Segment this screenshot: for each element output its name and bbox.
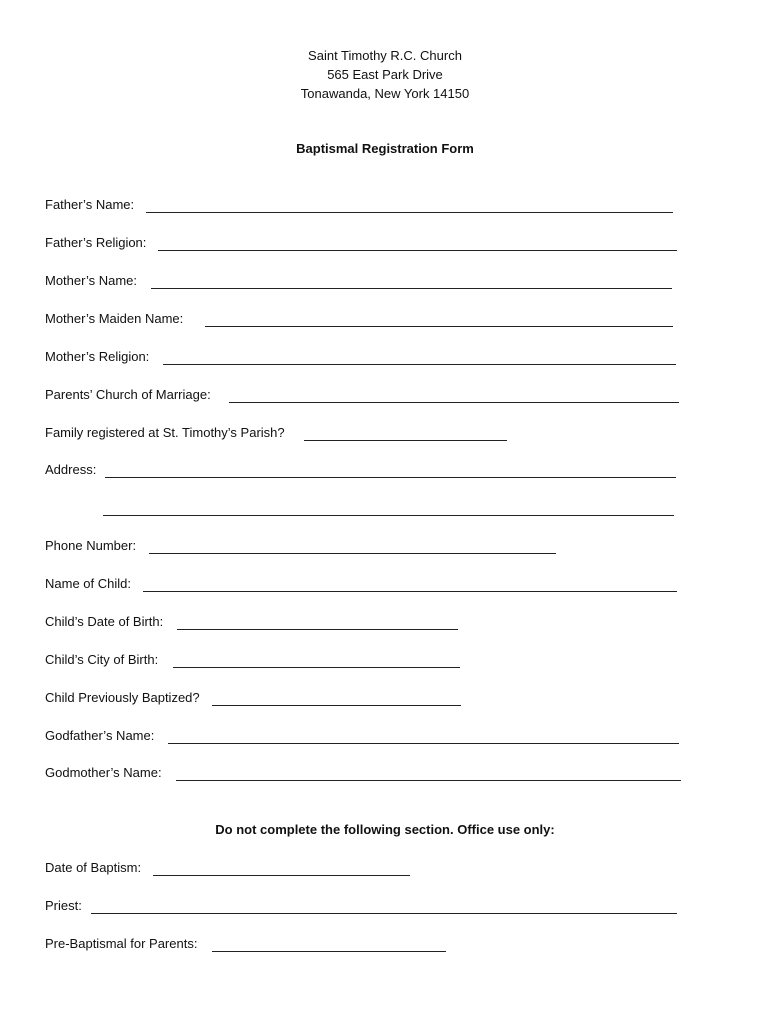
- priest-input[interactable]: [91, 912, 677, 914]
- childs-date-of-birth-field: [45, 614, 685, 634]
- parents-church-of-marriage-input[interactable]: [229, 401, 679, 403]
- mothers-name-label: Mother’s Name:: [45, 273, 137, 288]
- child-previously-baptized-input[interactable]: [212, 704, 461, 706]
- childs-city-of-birth-input[interactable]: [173, 666, 460, 668]
- phone-number-field: [45, 538, 685, 558]
- mothers-name-input[interactable]: [151, 287, 672, 289]
- godfathers-name-field: [45, 728, 685, 748]
- pre-baptismal-for-parents-input[interactable]: [212, 950, 446, 952]
- address-line2-input[interactable]: [103, 514, 674, 516]
- phone-number-input[interactable]: [149, 552, 556, 554]
- name-of-child-label: Name of Child:: [45, 576, 131, 591]
- name-of-child-input[interactable]: [143, 590, 677, 592]
- family-registered-field: [45, 425, 685, 445]
- name-of-child-field: [45, 576, 685, 596]
- priest-label: Priest:: [45, 898, 82, 913]
- mothers-religion-input[interactable]: [163, 363, 676, 365]
- pre-baptismal-for-parents-field: [45, 936, 685, 956]
- fathers-religion-input[interactable]: [158, 249, 677, 251]
- childs-city-of-birth-label: Child’s City of Birth:: [45, 652, 159, 667]
- fathers-name-input[interactable]: [146, 211, 673, 213]
- date-of-baptism-label: Date of Baptism:: [45, 860, 142, 875]
- mothers-maiden-name-label: Mother’s Maiden Name:: [45, 311, 184, 326]
- pre-baptismal-for-parents-label: Pre-Baptismal for Parents:: [45, 936, 198, 951]
- parents-church-of-marriage-label: Parents’ Church of Marriage:: [45, 387, 211, 402]
- child-previously-baptized-label: Child Previously Baptized?: [45, 690, 200, 705]
- fathers-religion-field: [45, 235, 685, 255]
- godmothers-name-input[interactable]: [176, 779, 681, 781]
- mothers-religion-field: [45, 349, 685, 369]
- family-registered-label: Family registered at St. Timothy’s Parish?: [45, 425, 285, 440]
- address-field: [45, 462, 685, 482]
- parents-church-of-marriage-field: [45, 387, 685, 407]
- address-input[interactable]: [105, 476, 676, 478]
- date-of-baptism-field: [45, 860, 685, 880]
- date-of-baptism-input[interactable]: [153, 874, 410, 876]
- fathers-name-field: [45, 197, 685, 217]
- childs-city-of-birth-field: [45, 652, 685, 672]
- church-city-state-zip: Tonawanda, New York 14150: [300, 86, 470, 101]
- church-street: 565 East Park Drive: [327, 67, 443, 82]
- family-registered-input[interactable]: [304, 439, 507, 441]
- address-line2-field: [45, 500, 685, 520]
- phone-number-label: Phone Number:: [45, 538, 137, 553]
- childs-date-of-birth-label: Child’s Date of Birth:: [45, 614, 164, 629]
- priest-field: [45, 898, 685, 918]
- office-use-notice: Do not complete the following section. Office use only:: [215, 822, 555, 837]
- fathers-name-label: Father’s Name:: [45, 197, 135, 212]
- mothers-maiden-name-input[interactable]: [205, 325, 673, 327]
- godfathers-name-label: Godfather’s Name:: [45, 728, 155, 743]
- address-label: Address:: [45, 462, 97, 477]
- godmothers-name-label: Godmother’s Name:: [45, 765, 162, 780]
- godfathers-name-input[interactable]: [168, 742, 679, 744]
- mothers-religion-label: Mother’s Religion:: [45, 349, 150, 364]
- childs-date-of-birth-input[interactable]: [177, 628, 458, 630]
- mothers-maiden-name-field: [45, 311, 685, 331]
- fathers-religion-label: Father’s Religion:: [45, 235, 147, 250]
- child-previously-baptized-field: [45, 690, 685, 710]
- church-name: Saint Timothy R.C. Church: [308, 48, 462, 63]
- godmothers-name-field: [45, 765, 685, 785]
- form-title: Baptismal Registration Form: [296, 141, 474, 156]
- mothers-name-field: [45, 273, 685, 293]
